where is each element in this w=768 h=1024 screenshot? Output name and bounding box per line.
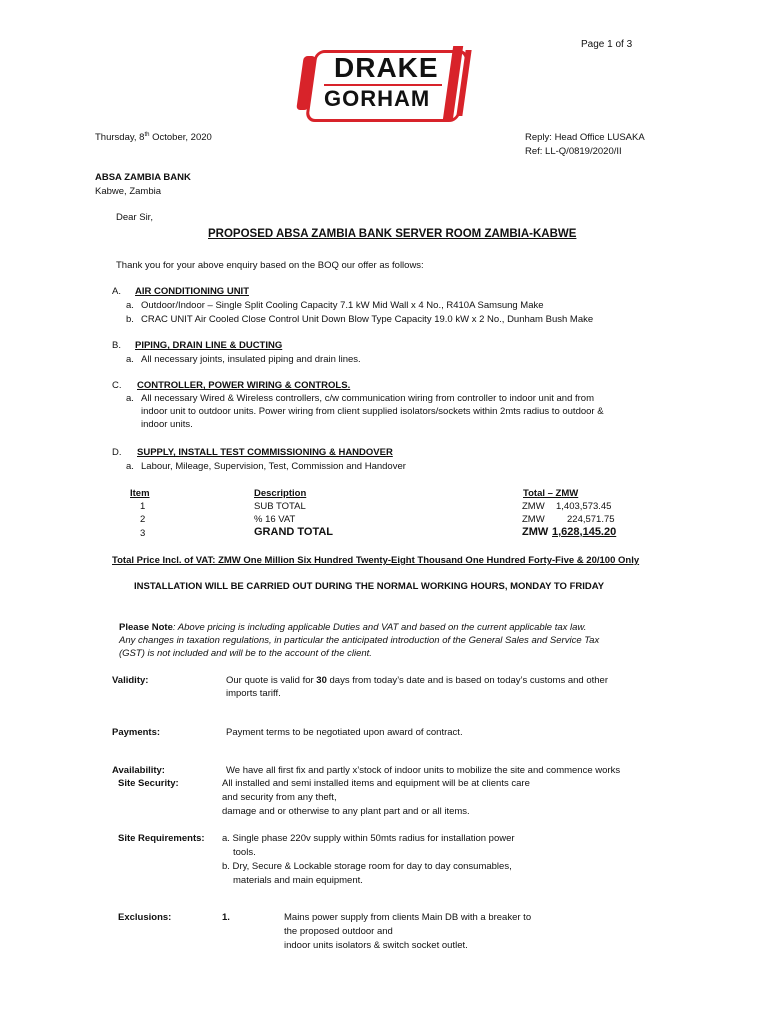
page-number: Page 1 of 3 xyxy=(581,39,633,50)
reply-line: Reply: Head Office LUSAKA xyxy=(525,132,645,143)
table-cell-currency: ZMW xyxy=(522,501,545,512)
reference-line: Ref: LL-Q/0819/2020/II xyxy=(525,146,622,157)
list-item-line: indoor unit to outdoor units. Power wiring from client supplied isolators/sockets within 2mts radius to outdoor & xyxy=(141,406,604,417)
list-item-line: All necessary Wired & Wireless controllers, c/w communication wiring from controller to indoor unit and from xyxy=(141,393,594,404)
logo-text-gorham: GORHAM xyxy=(324,86,431,111)
section-title: SUPPLY, INSTALL TEST COMMISSIONING & HANDOVER xyxy=(137,447,393,458)
term-availability-text: We have all first fix and partly x’stock of indoor units to mobilize the site and commence works xyxy=(226,765,621,776)
table-cell-description: % 16 VAT xyxy=(254,514,296,525)
please-note-line: Any changes in taxation regulations, in particular the anticipated introduction of the General Sales and Service Tax xyxy=(119,635,600,646)
term-exclusions-text: the proposed outdoor and xyxy=(284,926,393,937)
term-validity-text: Our quote is valid for 30 days from today’s date and is based on today’s customs and other xyxy=(226,675,608,686)
table-header-item: Item xyxy=(130,488,150,499)
table-cell-amount: 224,571.75 xyxy=(567,514,615,525)
company-logo xyxy=(298,44,470,124)
term-label-validity: Validity: xyxy=(112,675,149,686)
list-marker: a. xyxy=(126,354,134,365)
recipient-name: ABSA ZAMBIA BANK xyxy=(95,172,191,183)
term-exclusions-number: 1. xyxy=(222,912,230,923)
term-label-availability: Availability: xyxy=(112,765,165,776)
term-label-site-security: Site Security: xyxy=(118,778,179,789)
term-site-requirements-text: b. Dry, Secure & Lockable storage room for day to day consumables, xyxy=(222,861,512,872)
term-site-security-text: All installed and semi installed items and equipment will be at clients care xyxy=(222,778,530,789)
term-label-payments: Payments: xyxy=(112,727,161,738)
term-exclusions-text: Mains power supply from clients Main DB with a breaker to xyxy=(284,912,532,923)
term-site-security-text: damage and or otherwise to any plant part and or all items. xyxy=(222,806,470,817)
term-payments-text: Payment terms to be negotiated upon award of contract. xyxy=(226,727,463,738)
list-marker: b. xyxy=(126,314,134,325)
list-item: Outdoor/Indoor – Single Split Cooling Capacity 7.1 kW Mid Wall x 4 No., R410A Samsung Make xyxy=(141,300,544,311)
letter-date: Thursday, 8th October, 2020 xyxy=(95,132,212,144)
salutation: Dear Sir, xyxy=(116,212,153,223)
list-marker: a. xyxy=(126,393,134,404)
term-site-requirements-text: tools. xyxy=(233,847,256,858)
section-letter: A. xyxy=(112,286,121,297)
term-validity-text: imports tariff. xyxy=(226,688,281,699)
section-title: AIR CONDITIONING UNIT xyxy=(135,286,249,297)
section-letter: C. xyxy=(112,380,122,391)
term-label-exclusions: Exclusions: xyxy=(118,912,172,923)
term-exclusions-text: indoor units isolators & switch socket outlet. xyxy=(284,940,468,951)
logo-text-drake: DRAKE xyxy=(334,52,439,83)
list-item: CRAC UNIT Air Cooled Close Control Unit Down Blow Type Capacity 19.0 kW x 2 No., Dunham Bush Make xyxy=(141,314,594,325)
recipient-location: Kabwe, Zambia xyxy=(95,186,162,197)
please-note-line: (GST) is not included and will be to the account of the client. xyxy=(119,648,372,659)
table-cell-item: 3 xyxy=(140,528,146,539)
table-cell-currency: ZMW xyxy=(522,526,549,538)
table-cell-item: 1 xyxy=(140,501,146,512)
section-title: PIPING, DRAIN LINE & DUCTING xyxy=(135,340,283,351)
section-letter: D. xyxy=(112,447,122,458)
table-header-total: Total – ZMW xyxy=(523,488,579,499)
list-item: Labour, Mileage, Supervision, Test, Commission and Handover xyxy=(141,461,406,472)
subject-heading: PROPOSED ABSA ZAMBIA BANK SERVER ROOM ZAMBIA-KABWE xyxy=(208,228,577,240)
list-item: All necessary joints, insulated piping and drain lines. xyxy=(141,354,361,365)
term-site-security-text: and security from any theft, xyxy=(222,792,337,803)
term-label-site-requirements: Site Requirements: xyxy=(118,833,205,844)
installation-note: INSTALLATION WILL BE CARRIED OUT DURING THE NORMAL WORKING HOURS, MONDAY TO FRIDAY xyxy=(134,581,605,592)
table-cell-currency: ZMW xyxy=(522,514,545,525)
list-marker: a. xyxy=(126,300,134,311)
total-in-words: Total Price Incl. of VAT: ZMW One Million Six Hundred Twenty-Eight Thousand One Hundred Forty-Five & 20/100 Only xyxy=(112,555,640,566)
term-site-requirements-text: a. Single phase 220v supply within 50mts radius for installation power xyxy=(222,833,515,844)
list-marker: a. xyxy=(126,461,134,472)
table-cell-item: 2 xyxy=(140,514,146,525)
table-cell-description: SUB TOTAL xyxy=(254,501,306,512)
section-title: CONTROLLER, POWER WIRING & CONTROLS. xyxy=(137,380,351,391)
intro-text: Thank you for your above enquiry based on the BOQ our offer as follows: xyxy=(116,260,424,271)
term-site-requirements-text: materials and main equipment. xyxy=(233,875,363,886)
section-letter: B. xyxy=(112,340,121,351)
table-cell-amount: 1,403,573.45 xyxy=(556,501,612,512)
list-item-line: indoor units. xyxy=(141,419,193,430)
table-header-description: Description xyxy=(254,488,307,499)
grand-total-amount: 1,628,145.20 xyxy=(552,526,617,538)
please-note-line: Please Note: Above pricing is including applicable Duties and VAT and based on the current applicable tax law. xyxy=(119,622,587,633)
table-cell-description: GRAND TOTAL xyxy=(254,526,334,538)
